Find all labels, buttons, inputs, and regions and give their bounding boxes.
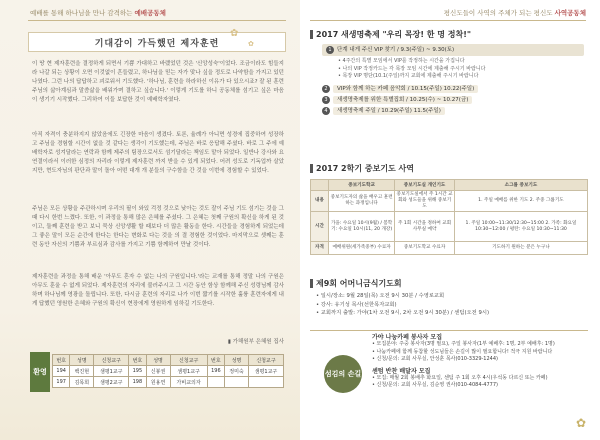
table-cell: 샘평1교구 — [94, 366, 129, 377]
table-header: 성명 — [70, 355, 94, 366]
table-header — [311, 180, 329, 191]
table-cell: 198 — [129, 377, 146, 388]
table-row-header: 자격 — [311, 242, 329, 255]
welcome-badge-label: 환영 — [33, 367, 47, 376]
table-cell: 정미숙 — [225, 366, 249, 377]
section-title-festival: 2017 새생명축제 "우리 목장! 한 명 정착!" — [310, 30, 471, 39]
table-header-row — [311, 180, 588, 191]
table-header: 번호 — [207, 355, 224, 366]
festival-steps — [322, 44, 584, 118]
festival-step — [322, 85, 584, 93]
help-badge-label: 섬김의 손길 — [324, 369, 362, 378]
table-header: 신청교구 — [170, 355, 207, 366]
table-row-header: 내용 — [311, 191, 329, 212]
table-header: 성명 — [146, 355, 170, 366]
table-cell: 가을: 수요일 10시(9월) / 봄학기: 수요일 10시(11, 20 개강) — [329, 212, 395, 242]
right-header-text — [444, 8, 586, 17]
article-author — [228, 337, 284, 345]
festival-step-rows — [322, 85, 584, 115]
table-header: 소그룹 중보기도 — [454, 180, 587, 191]
table-cell: 중보기도학교 수료자 — [395, 242, 455, 255]
table-cell: 중보기도자의 삶을 배우고 훈련하는 과정입니다 — [329, 191, 395, 212]
list-item: • 목장 VIP 명단(10.1(주일)까지 교회에 제출해 주시기 바랍니다 — [338, 73, 479, 79]
festival-step — [322, 107, 584, 115]
left-header — [0, 8, 300, 22]
help-announcements — [372, 334, 584, 390]
announcement-line: • 신청/문의: 교회 사무실, 안성훈 목사(010-3329-1244) — [372, 356, 498, 363]
author-name: 가해원부 은혜원 집사 — [232, 339, 284, 345]
table-header: 성명 — [225, 355, 249, 366]
announcement-line: • 모집: 매월 2회 봉배추 화요일, 센텀 주 1회 오후 4시(우석동 다르신 또는 카페) — [372, 375, 548, 382]
table-header: 번호 — [53, 355, 70, 366]
article-paragraph: 주님은 모든 상황을 주관하시며 우리의 필이 와있 걱정 것으로 낮아는 것도 잘이 주님 기도 섬기는 것을 그때 다시 한번 느꼈다. 또한, 이 과정을 통해 많은 은혜를 주셨다. 그 은혜는 첫째 구원의 확신을 하게 된 것이고, 둘째 훈련을 받고 보니 묵상 신앙생활 할 때보다 더 많은 활동을 한다. 시간들을 경험하게 되었는데 그 좋은 말이 모든 순간에 한다는 한다는 변화로 다는 것을 의 결 경험한 것이었다. 마지막으로 셋째는 훈련 동안 자신의 기쁨과 부르심과 감사를 가지고 기쁨 함께하여 만날 것이다. — [32, 206, 284, 248]
mothers-prayer-details — [316, 292, 588, 318]
table-cell: 195 — [129, 366, 146, 377]
table-cell: 신봉권 — [146, 366, 170, 377]
welcome-table — [52, 354, 284, 388]
detail-line: • 일시/장소: 9월 28일(목) 오전 9시 30분 / 수영로교회 — [316, 293, 445, 299]
announcement-line: • 나눔카페에 함께 동참할 성도님들은 손길이 많이 필요합니다! 적극 지원 바랍니다 — [372, 348, 553, 355]
right-header-section: 사역공동체 — [554, 9, 586, 17]
table-cell: 백진현 — [70, 366, 94, 377]
announcement-line: • 모집분야: 주중 봉사자(3명 필요), 주일 봉사자(1부 예배후: 1명, 2부 예배후: 1명) — [372, 341, 555, 348]
table-cell: 원용연 — [146, 377, 170, 388]
table-row — [311, 212, 588, 242]
table-cell: 196 — [207, 366, 224, 377]
table-header: 번호 — [129, 355, 146, 366]
bullet-text: 목장 VIP 명단(10.1(주일)까지 교회에 제출해 주시기 바랍니다 — [342, 73, 479, 79]
table-row — [311, 191, 588, 212]
step-text: 새생명축제를 위한 특별집회 / 10.25(수) ~ 10.27(금) — [333, 96, 472, 104]
table-row-header: 시간 — [311, 212, 329, 242]
step-text: VIP와 함께 하는 카페 음악회 / 10.15(주일) 10.22(주일) — [333, 85, 478, 93]
step-number: 2 — [322, 85, 330, 93]
bullet-text: 나의 VIP 작정카드는 각 목장 모임 시간에 제출해 주시기 바랍니다 — [342, 65, 486, 72]
table-cell — [249, 377, 284, 388]
table-cell: 194 — [53, 366, 70, 377]
announcement-title: 가야 나눔카페 봉사자 모집 — [372, 334, 443, 341]
section-title-prayer: 2017 2학기 중보기도 사역 — [310, 164, 414, 173]
right-header-rule — [310, 20, 586, 21]
table-header: 중보기도학교 — [329, 180, 395, 191]
festival-step — [322, 44, 584, 56]
announcement-line: • 신청/문의: 교회 사무실, 김순영 권사(010-4084-4777) — [372, 382, 498, 389]
festival-step-bullets — [322, 58, 584, 81]
table-row — [311, 242, 588, 255]
flower-icon: ✿ — [248, 40, 254, 48]
step-number: 1 — [326, 46, 334, 54]
left-header-section: 예배공동체 — [134, 9, 166, 17]
article-paragraph: 이 땅 현 제자훈련을 결정하게 되면서 기쁨 가대하고 바랬었던 것은 '신앙성숙'이었다. 조금이라도 힘들지라 나갈 되는 상황이 오면 이것없이 흔들렸고, 하나님을 믿는 자가 맞나 싶을 정도로 나약함을 가지고 있던 나였다. 그런 나의 답답하고 괴로워서 기도했다. '하나님, 훈련을 하라하신 이유가 다 있으시죠? 잘 된 훈련 주님의 삶아계심과 말씀삶을 배워가며 결하고 싶습니다.' 이렇게 기도를 하니 공동체를 섬기고 싶은 마음이 생기기 시작했다. 그리하여 이들 보답한 것이 예배학자였다. — [32, 61, 284, 103]
help-badge — [324, 355, 362, 393]
table-cell — [207, 377, 224, 388]
table-cell — [225, 377, 249, 388]
left-header-subtitle: 예배를 통해 하나님을 만나 감격하는 — [30, 9, 133, 17]
section-title-mothers-prayer: 제9회 어머니금식기도회 — [310, 279, 402, 288]
table-row — [53, 377, 284, 388]
step-text: 단계 내게 주신 VIP 찾기 / 9.3(주일) ~ 9.30(토) — [337, 47, 455, 53]
detail-line: • 강사: 유기성 목사(선한목자교회) — [316, 301, 397, 308]
table-header-row — [53, 355, 284, 366]
left-header-rule — [28, 20, 286, 21]
right-header — [310, 8, 586, 22]
table-cell: 1. 주일 10:00~11:30/12:30~15:00 2. 가족: 화요일 10:30~12:00 / 평탄: 수요일 10:30~11:30 — [454, 212, 587, 242]
article-paragraph: 아직 자격이 충분하지지 않았음에도 긴장한 마음이 생겼다. 토론, 율례가 아니면 성경에 집중하여 성장하고 주님을 경험할 시간이 없을 것 같다는 생각이 기도했는데, 주님은 바로 응답해 주셨다. 바로 그 주에 예배학자로 성겨달라는 연락과 함께 제주의 팀장으로서도 섬기달라는 책임도 맡아 되었다. 일반나 강사와 요 연결이라서 이러한 심정의 자리라 이렇게 제자훈련 까지 받을 수 있게 되었다. 어려 성도로 기독업까 살았지만, 현도자님의 판단과 말이 돌아 어떤 대개 개 분들의 구수함을 간 것을 이번에 경험할 수 있었다. — [32, 132, 284, 174]
step-text: 새생명축제 주일 / 10.29(주일) 11.5(주일) — [333, 107, 445, 115]
flower-icon: ✿ — [230, 28, 239, 39]
detail-line: • 교회까지 출발: 가야(1차 오전 9시, 2차 오전 9시 30분) / 센텀(오전 9시) — [316, 310, 490, 316]
article-title: 기대감이 가득했던 제자훈련 — [94, 38, 220, 49]
list-item: • 4주간의 특별 모임에서 VIP를 작정하는 시간을 가집니다 — [338, 58, 465, 64]
flower-icon: ✿ — [576, 416, 587, 430]
article-paragraph: 제자훈련을 과정을 통해 배운 '아무도 혼자 수 없는 나의 구원입니다.'라는 교재를 통해 정말 나의 구원은 아무도 훈울 수 없게 되었다. 제자훈련의 자리에 불러주시고 그 시간 동안 함상 함께해 주신 성령님께 감사하며 하나님께 영광을 돌립니다. 또한, 다시금 훈련의 자리로 나가 이번 짧기를 시작한 훌륭 훈련자에게 내게 답했던 영원한 은혜와 구원의 확신이 현장에게 영원하게 임하길 기도한다. — [32, 274, 284, 307]
table-cell: 중보기도실에서 주 1시간 교회와 성도들을 위해 중보기도 — [395, 191, 455, 212]
table-cell: 샘평2교구 — [94, 377, 129, 388]
left-header-text — [30, 8, 166, 17]
welcome-badge — [30, 352, 50, 392]
prayer-table — [310, 179, 588, 255]
table-cell: 주 1회 시간을 정하여 교회사무실 예약 — [395, 212, 455, 242]
table-cell: 197 — [53, 377, 70, 388]
welcome-table-section — [30, 352, 286, 392]
table-cell: 기도하기 원하는 분은 누구나 — [454, 242, 587, 255]
table-cell: 예배위원(세가족중부) 수료자 — [329, 242, 395, 255]
table-cell: 샘평1교구 — [249, 366, 284, 377]
author-icon: ▮ — [227, 339, 233, 345]
right-page — [300, 0, 600, 440]
table-header: 신청교구 — [249, 355, 284, 366]
table-header: 신청교구 — [94, 355, 129, 366]
table-row — [53, 366, 284, 377]
table-header: 중보기도실 개인기도 — [395, 180, 455, 191]
festival-step — [322, 96, 584, 104]
step-number: 3 — [322, 96, 330, 104]
step-number: 4 — [322, 107, 330, 115]
table-cell: 가비교의자 — [170, 377, 207, 388]
bullet-text: 4주간의 특별 모임에서 VIP를 작정하는 시간을 가집니다 — [342, 58, 465, 64]
table-cell: 1. 주일 예배를 위한 기도 2. 주중 그룹기도 — [454, 191, 587, 212]
table-cell: 김목희 — [70, 377, 94, 388]
right-header-subtitle: 평신도들이 사역의 주체가 되는 평신도 — [443, 9, 553, 17]
list-item: • 나의 VIP 작정카드는 각 목장 모임 시간에 제출해 주시기 바랍니다 — [338, 65, 486, 72]
table-cell: 샘평1교구 — [170, 366, 207, 377]
announcement-title: 센텀 반찬 배달자 모집 — [372, 367, 431, 375]
